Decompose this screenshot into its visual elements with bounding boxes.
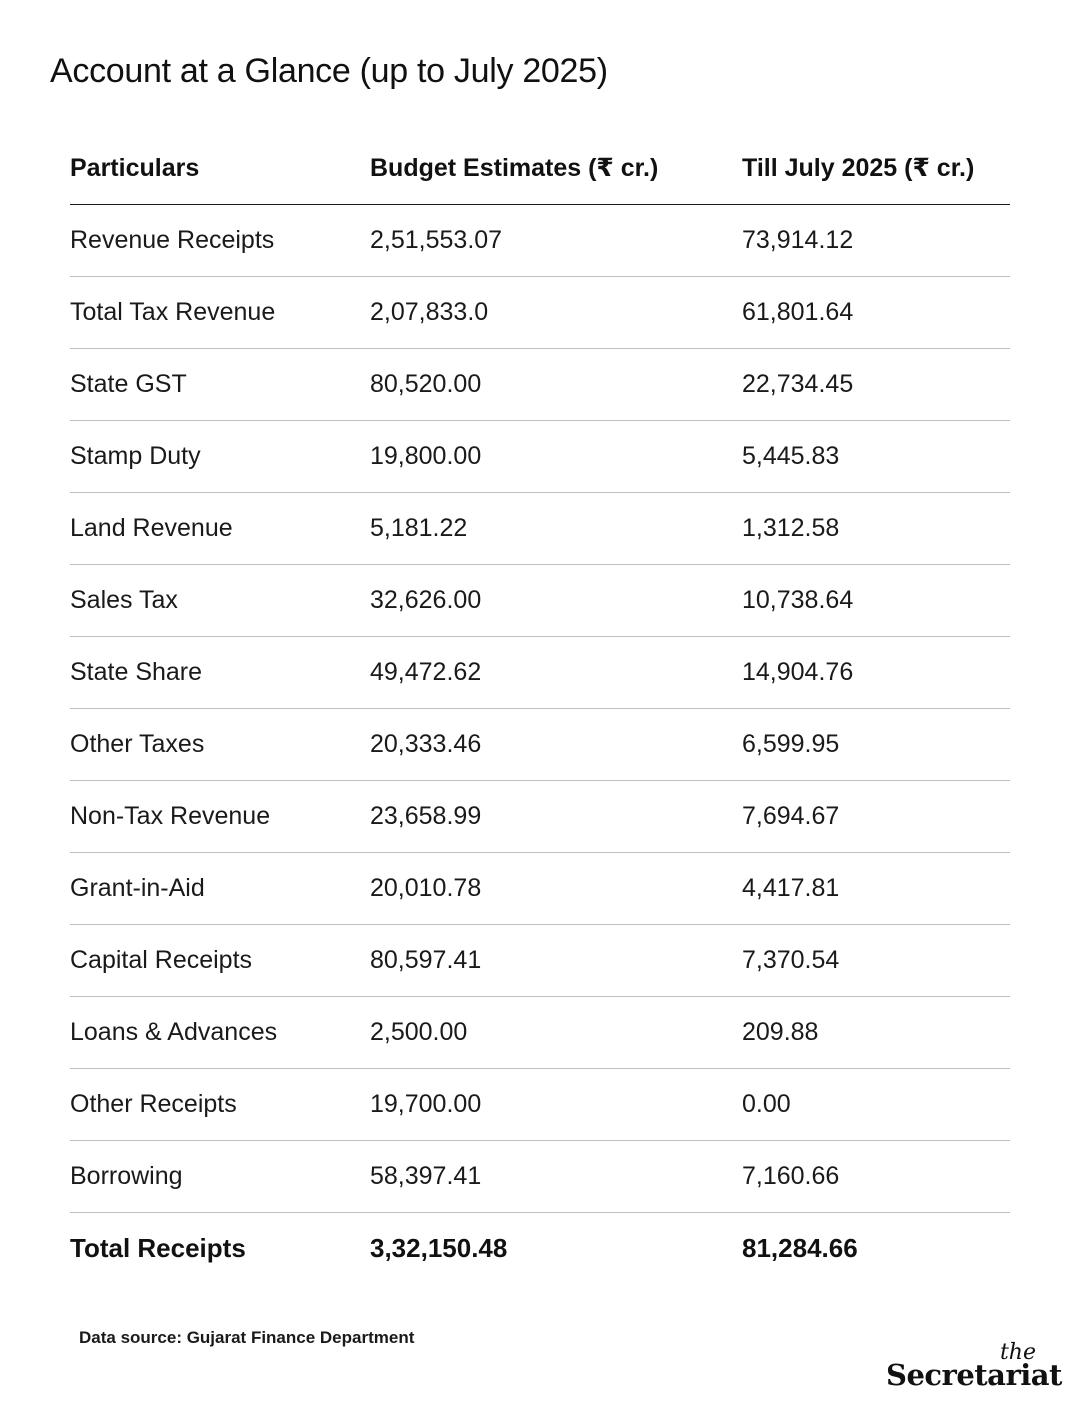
table-row [70, 781, 1010, 853]
table-body [70, 205, 1010, 1213]
cell-budget-estimate: 2,51,553.07 [370, 226, 503, 254]
cell-budget-estimate: 2,500.00 [370, 1018, 468, 1046]
account-table [70, 132, 1010, 1284]
cell-particular: Loans & Advances [70, 1018, 278, 1046]
header-budget-estimates: Budget Estimates (₹ cr.) [370, 154, 659, 182]
cell-budget-estimate: 80,520.00 [370, 370, 482, 398]
page-title: Account at a Glance (up to July 2025) [50, 52, 608, 90]
table-header-row [70, 132, 1010, 205]
header-particulars: Particulars [70, 153, 200, 182]
cell-budget-estimate: 2,07,833.0 [370, 298, 489, 326]
cell-particular: Other Taxes [70, 730, 205, 758]
cell-budget-estimate: 32,626.00 [370, 586, 482, 614]
table-row [70, 1069, 1010, 1141]
table-total-row [70, 1213, 1010, 1284]
cell-particular: State GST [70, 370, 187, 398]
table-row [70, 205, 1010, 277]
cell-particular: Sales Tax [70, 586, 178, 614]
cell-particular: Other Receipts [70, 1090, 237, 1118]
table-row [70, 709, 1010, 781]
header-till-july-2025: Till July 2025 (₹ cr.) [742, 154, 975, 182]
table-row [70, 853, 1010, 925]
data-source-note: Data source: Gujarat Finance Department [79, 1328, 415, 1347]
cell-budget-estimate: 49,472.62 [370, 658, 482, 686]
cell-till-july: 0.00 [742, 1090, 791, 1118]
cell-budget-estimate: 20,333.46 [370, 730, 482, 758]
cell-till-july: 73,914.12 [742, 226, 854, 254]
total-label: Total Receipts [70, 1233, 246, 1263]
table-row [70, 565, 1010, 637]
table-row [70, 421, 1010, 493]
table-row [70, 1141, 1010, 1213]
cell-particular: Revenue Receipts [70, 226, 275, 254]
table-row [70, 925, 1010, 997]
cell-budget-estimate: 19,700.00 [370, 1090, 482, 1118]
cell-budget-estimate: 5,181.22 [370, 514, 468, 542]
cell-budget-estimate: 80,597.41 [370, 946, 482, 974]
cell-till-july: 61,801.64 [742, 298, 854, 326]
table-row [70, 637, 1010, 709]
cell-till-july: 7,370.54 [742, 946, 840, 974]
cell-particular: Capital Receipts [70, 946, 253, 974]
cell-particular: Borrowing [70, 1162, 183, 1190]
cell-budget-estimate: 20,010.78 [370, 874, 482, 902]
cell-particular: State Share [70, 658, 203, 686]
cell-till-july: 14,904.76 [742, 658, 854, 686]
cell-particular: Grant-in-Aid [70, 874, 205, 902]
cell-budget-estimate: 23,658.99 [370, 802, 482, 830]
cell-budget-estimate: 58,397.41 [370, 1162, 482, 1190]
total-budget-estimate: 3,32,150.48 [370, 1233, 508, 1263]
cell-till-july: 7,160.66 [742, 1162, 840, 1190]
cell-particular: Stamp Duty [70, 442, 201, 470]
cell-till-july: 5,445.83 [742, 442, 840, 470]
table-row [70, 277, 1010, 349]
table-row [70, 493, 1010, 565]
logo-the-text: the [999, 1340, 1036, 1365]
cell-particular: Total Tax Revenue [70, 298, 276, 326]
cell-till-july: 22,734.45 [742, 370, 854, 398]
table-row [70, 349, 1010, 421]
cell-till-july: 7,694.67 [742, 802, 840, 830]
cell-till-july: 10,738.64 [742, 586, 854, 614]
cell-till-july: 1,312.58 [742, 514, 840, 542]
cell-till-july: 4,417.81 [742, 874, 840, 902]
cell-till-july: 209.88 [742, 1018, 819, 1046]
cell-till-july: 6,599.95 [742, 730, 840, 758]
cell-particular: Land Revenue [70, 514, 233, 542]
table-row [70, 997, 1010, 1069]
secretariat-logo [886, 1340, 1066, 1392]
total-till-july: 81,284.66 [742, 1233, 858, 1263]
cell-budget-estimate: 19,800.00 [370, 442, 482, 470]
logo-name-text: Secretariat [886, 1358, 1062, 1392]
cell-particular: Non-Tax Revenue [70, 802, 271, 830]
